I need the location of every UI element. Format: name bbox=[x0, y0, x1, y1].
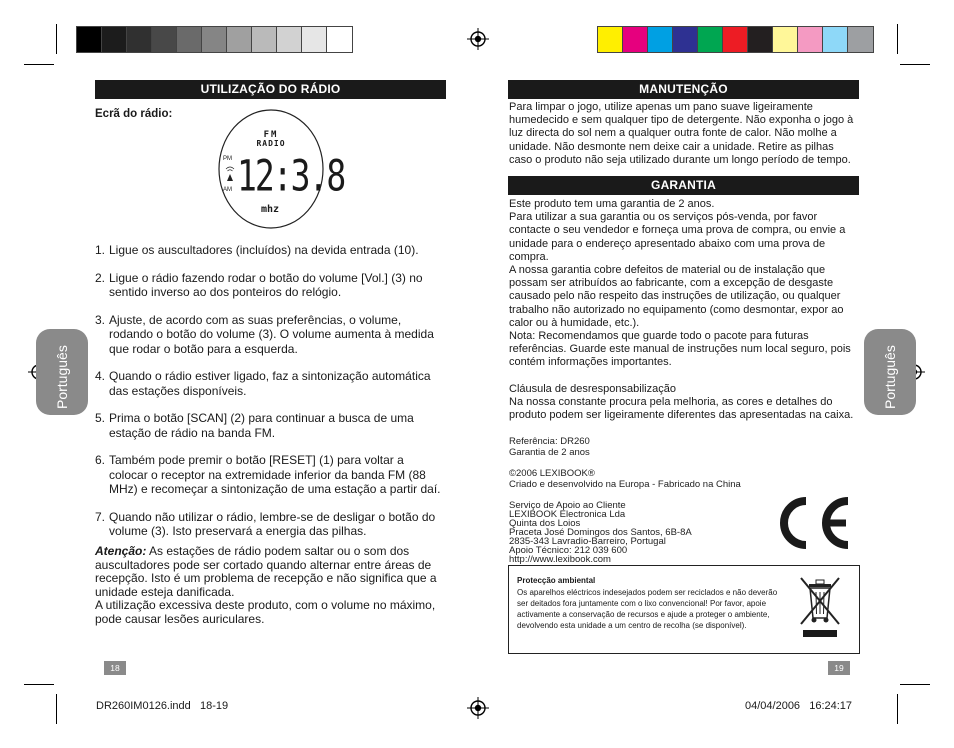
warranty-text bbox=[509, 198, 861, 422]
color-swatch bbox=[327, 27, 352, 52]
step-text: Ligue os auscultadores (incluídos) na devida entrada (10). bbox=[109, 243, 419, 257]
instruction-step bbox=[95, 510, 445, 539]
warranty-p4: Nota: Recomendamos que guarde todo o pacote para futuras referências. Guarde este manual de instruções num local seguro, pois contém informações importantes. bbox=[509, 330, 851, 369]
lcd-label-am: AM bbox=[223, 187, 232, 193]
language-tab-label: Português bbox=[54, 345, 70, 409]
warranty-p2: Para utilizar a sua garantia ou os serviços pós-venda, por favor contacte o seu vendedor e forneça uma prova de compra, ou envie a unidade para o endereço apresentado abaixo com uma prova de compra. bbox=[509, 211, 846, 263]
color-swatch bbox=[723, 27, 748, 52]
color-swatch bbox=[823, 27, 848, 52]
section-header-maintenance: MANUTENÇÃO bbox=[508, 80, 859, 99]
color-bar bbox=[597, 26, 874, 53]
environment-text: Os aparelhos eléctricos indesejados podem ser reciclados e não deverão ser deitados fora juntamente com o lixo convencional! Por favor, apoie activamente a conservação de recursos e ajude a proteger o ambiente, devolvendo esta unidade a um centro de recolha (se disponível). bbox=[517, 588, 778, 630]
color-swatch bbox=[598, 27, 623, 52]
step-number: 5. bbox=[95, 411, 106, 425]
step-text: Ligue o rádio fazendo rodar o botão do volume [Vol.] (3) no sentido inverso ao dos ponteiros do relógio. bbox=[109, 270, 423, 299]
origin-line: Criado e desenvolvido na Europa - Fabricado na China bbox=[509, 478, 741, 490]
registration-mark-icon bbox=[467, 697, 489, 719]
address-line: 2835-343 Lavradio-Barreiro, Portugal bbox=[509, 536, 666, 547]
address-line: Serviço de Apoio ao Cliente bbox=[509, 500, 626, 511]
color-swatch bbox=[202, 27, 227, 52]
weee-bin-icon bbox=[797, 574, 843, 640]
footer-file: DR260IM0126.indd 18-19 bbox=[96, 700, 229, 712]
instruction-step bbox=[95, 369, 445, 398]
color-swatch bbox=[77, 27, 102, 52]
instruction-step bbox=[95, 411, 445, 440]
color-swatch bbox=[748, 27, 773, 52]
color-swatch bbox=[152, 27, 177, 52]
address-line: LEXIBOOK Electronica Lda bbox=[509, 509, 626, 520]
attention-text: As estações de rádio podem saltar ou o som dos auscultadores pode ser cortado quando alternar entre áreas de recepção. Isto é um problema de recepção e não significa que a unidade esteja danificada. bbox=[95, 544, 437, 599]
address-line: Praceta José Domingos dos Santos, 6B-8A bbox=[509, 527, 692, 538]
section-header-warranty: GARANTIA bbox=[508, 176, 859, 195]
instruction-steps bbox=[95, 243, 445, 552]
step-number: 3. bbox=[95, 312, 106, 327]
attention-block bbox=[95, 545, 445, 627]
lcd-label-pm: PM bbox=[223, 156, 232, 162]
screen-label: Ecrã do rádio: bbox=[95, 108, 173, 120]
color-swatch bbox=[798, 27, 823, 52]
registration-mark-icon bbox=[467, 28, 489, 50]
page-number-left: 18 bbox=[104, 661, 126, 675]
lcd-band-radio: RADIO bbox=[256, 139, 286, 148]
instruction-step bbox=[95, 271, 445, 300]
color-swatch bbox=[227, 27, 252, 52]
step-number: 2. bbox=[95, 270, 106, 285]
warranty-p1: Este produto tem uma garantia de 2 anos. bbox=[509, 198, 715, 210]
address-block bbox=[509, 501, 809, 564]
step-text: Quando não utilizar o rádio, lembre-se de desligar o botão do volume (3). Isto preservará a energia das pilhas. bbox=[109, 509, 436, 538]
section-header-radio: UTILIZAÇÃO DO RÁDIO bbox=[95, 80, 446, 99]
color-swatch bbox=[302, 27, 327, 52]
ce-mark-icon bbox=[770, 492, 854, 554]
lcd-band-fm: FM bbox=[263, 130, 279, 140]
disclaimer-title: Cláusula de desresponsabilização bbox=[509, 382, 676, 395]
warranty-p3: A nossa garantia cobre defeitos de material ou de instalação que possam ser atribuídos ao fabricante, com a excepção de desgaste causado pelo não respeito das instruções de utilização, ou qualquer trabalho não autorizado no equipamento (como desmontar, expor ao calor ou à humidade, etc.). bbox=[509, 264, 844, 329]
step-text: Prima o botão [SCAN] (2) para continuar a busca de uma estação de rádio na banda FM. bbox=[109, 411, 414, 440]
color-swatch bbox=[673, 27, 698, 52]
step-number: 4. bbox=[95, 369, 106, 383]
warranty-line: Garantia de 2 anos bbox=[509, 446, 590, 458]
color-swatch bbox=[648, 27, 673, 52]
step-number: 7. bbox=[95, 509, 106, 524]
signal-icon bbox=[224, 164, 236, 184]
color-swatch bbox=[127, 27, 152, 52]
color-swatch bbox=[848, 27, 873, 52]
copyright-line: ©2006 LEXIBOOK® bbox=[509, 468, 595, 479]
reference-block bbox=[509, 437, 809, 564]
reference-line: Referência: DR260 bbox=[509, 436, 590, 447]
color-swatch bbox=[102, 27, 127, 52]
environment-box bbox=[508, 565, 860, 654]
color-swatch bbox=[177, 27, 202, 52]
environment-title: Protecção ambiental bbox=[517, 576, 596, 585]
maintenance-text: Para limpar o jogo, utilize apenas um pano suave ligeiramente humedecido e sem qualquer tipo de detergente. Não exponha o jogo à luz directa do sol nem a qualquer outra fonte de calor. Não molhe a unidade. Não desmonte nem deixe cair a unidade. Retire as pilhas caso o produto não seja utilizado durante um longo período de tempo. bbox=[509, 101, 854, 166]
color-swatch bbox=[773, 27, 798, 52]
disclaimer-text: Na nossa constante procura pela melhoria, as cores e detalhes do produto podem ser ligeiramente diferentes das apresentadas na caixa. bbox=[509, 395, 854, 422]
address-line: Apoio Técnico: 212 039 600 bbox=[509, 545, 628, 556]
instruction-step bbox=[95, 243, 445, 258]
attention-label: Atenção: bbox=[95, 544, 147, 558]
instruction-step bbox=[95, 313, 445, 357]
footer-date: 04/04/2006 16:24:17 bbox=[745, 700, 853, 712]
step-text: Quando o rádio estiver ligado, faz a sintonização automática das estações disponíveis. bbox=[109, 369, 431, 398]
step-text: Ajuste, de acordo com as suas preferências, o volume, rodando o botão do volume (3). O volume aumenta à medida que rodar o botão para a esquerda. bbox=[109, 312, 434, 356]
language-tab-right bbox=[864, 329, 916, 415]
color-swatch bbox=[277, 27, 302, 52]
page-number-right: 19 bbox=[828, 661, 850, 675]
radio-lcd-display bbox=[217, 108, 345, 230]
instruction-step bbox=[95, 453, 445, 497]
step-text: Também pode premir o botão [RESET] (1) para voltar a colocar o receptor na extremidade inferior da banda FM (88 MHz) e recomeçar a sintonização de uma estação a partir daí. bbox=[109, 453, 441, 496]
color-swatch bbox=[698, 27, 723, 52]
lcd-digits: 12:3.8 bbox=[237, 150, 345, 201]
language-tab-label: Português bbox=[882, 345, 898, 409]
step-number: 6. bbox=[95, 453, 106, 467]
address-line: http://www.lexibook.com bbox=[509, 554, 611, 565]
color-swatch bbox=[252, 27, 277, 52]
language-tab-left bbox=[36, 329, 88, 415]
address-line: Quinta dos Loios bbox=[509, 518, 581, 529]
color-swatch bbox=[623, 27, 648, 52]
lcd-unit: mhz bbox=[261, 204, 280, 215]
gray-color-bar bbox=[76, 26, 353, 53]
attention-text-2: A utilização excessiva deste produto, com o volume no máximo, pode causar lesões auriculares. bbox=[95, 598, 436, 626]
step-number: 1. bbox=[95, 243, 106, 257]
